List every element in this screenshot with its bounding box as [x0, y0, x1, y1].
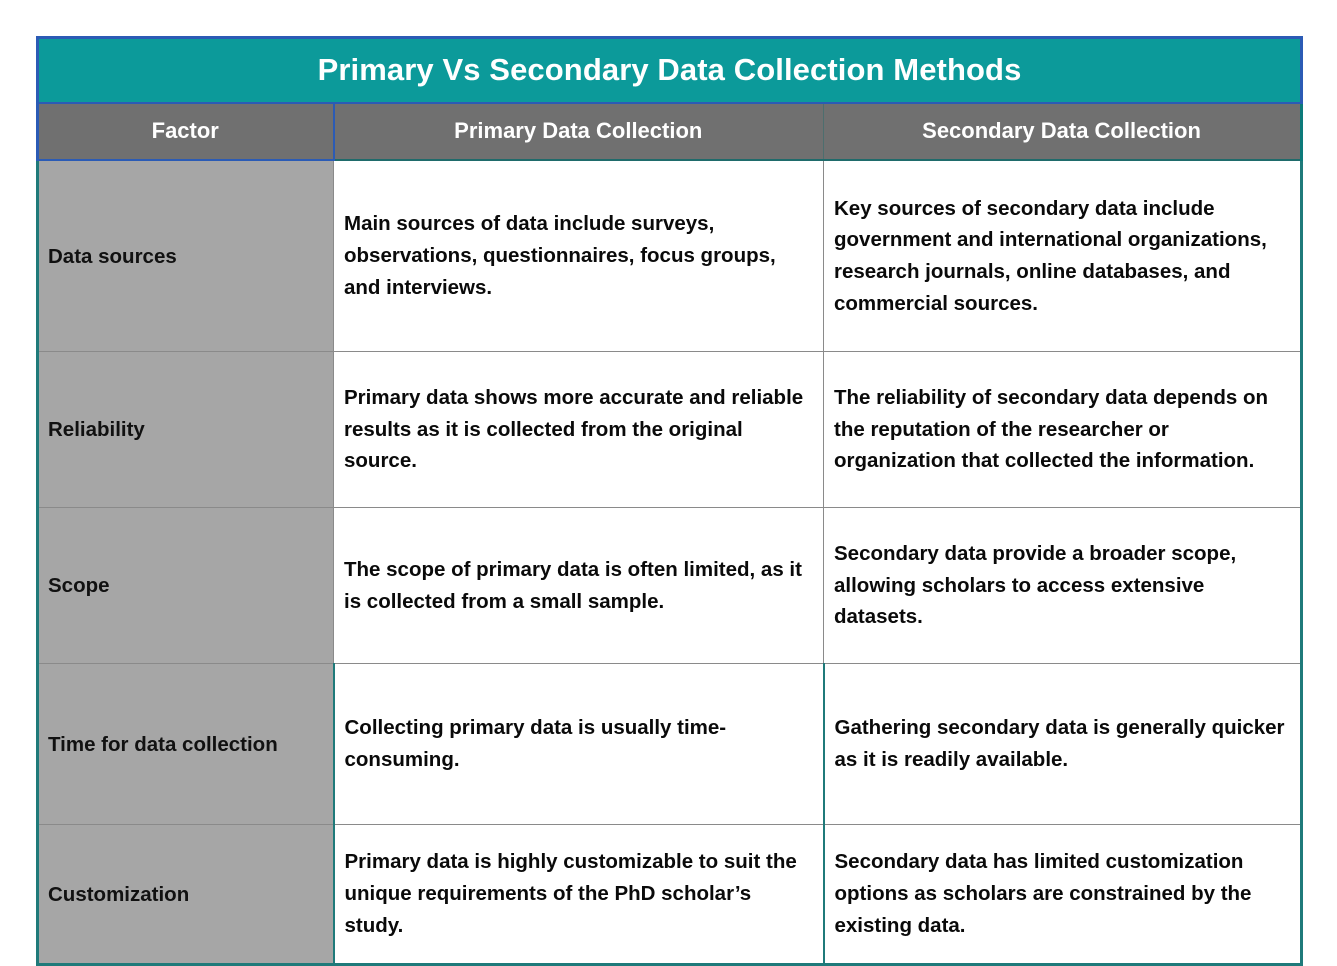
column-header-row [38, 103, 1302, 160]
row-secondary-cell: Secondary data provide a broader scope, allowing scholars to access extensive datasets. [824, 508, 1302, 664]
title-row [38, 38, 1302, 104]
table-body [38, 160, 1302, 965]
row-primary-cell: Main sources of data include surveys, observations, questionnaires, focus groups, and interviews. [334, 160, 824, 352]
column-header-secondary-data-collection: Secondary Data Collection [824, 103, 1302, 160]
row-factor-label: Time for data collection [38, 664, 334, 825]
row-secondary-cell: Secondary data has limited customization options as scholars are constrained by the existing data. [824, 825, 1302, 965]
table-row [38, 508, 1302, 664]
row-primary-cell: Collecting primary data is usually time-consuming. [334, 664, 824, 825]
row-secondary-cell: Key sources of secondary data include government and international organizations, research journals, online databases, and commercial sources. [824, 160, 1302, 352]
row-primary-cell: Primary data is highly customizable to suit the unique requirements of the PhD scholar’s study. [334, 825, 824, 965]
row-factor-label: Data sources [38, 160, 334, 352]
comparison-table-container [36, 36, 1300, 966]
table-row [38, 160, 1302, 352]
table-row [38, 664, 1302, 825]
row-secondary-cell: The reliability of secondary data depends on the reputation of the researcher or organization that collected the information. [824, 352, 1302, 508]
column-header-factor: Factor [38, 103, 334, 160]
row-factor-label: Scope [38, 508, 334, 664]
row-primary-cell: Primary data shows more accurate and reliable results as it is collected from the original source. [334, 352, 824, 508]
table-row [38, 352, 1302, 508]
column-header-primary-data-collection: Primary Data Collection [334, 103, 824, 160]
table-title: Primary Vs Secondary Data Collection Methods [38, 38, 1302, 104]
comparison-table [36, 36, 1303, 966]
row-secondary-cell: Gathering secondary data is generally quicker as it is readily available. [824, 664, 1302, 825]
row-factor-label: Reliability [38, 352, 334, 508]
table-row [38, 825, 1302, 965]
table-head [38, 38, 1302, 161]
row-factor-label: Customization [38, 825, 334, 965]
row-primary-cell: The scope of primary data is often limited, as it is collected from a small sample. [334, 508, 824, 664]
